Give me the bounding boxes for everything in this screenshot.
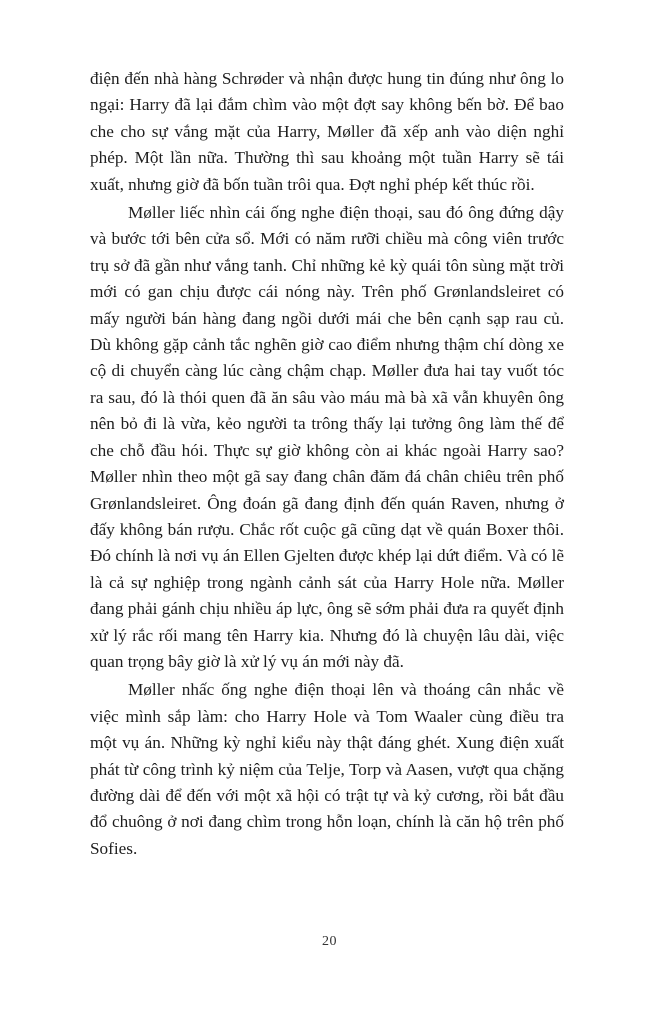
page-number: 20 (322, 934, 337, 949)
paragraph: Møller liếc nhìn cái ống nghe điện thoại, sau đó ông đứng dậy và bước tới bên cửa sổ. Mới có năm rưỡi chiều mà công viên trước trụ sở đã gần như vắng tanh. Chỉ những kẻ kỳ quái tôn sùng mặt trời mới có gan chịu được cái nóng này. Trên phố Grønlandsleiret có mấy người bán hàng đang ngồi dưới mái che bên cạnh sạp rau củ. Dù không gặp cảnh tắc nghẽn giờ cao điểm nhưng thậm chí dòng xe cộ di chuyển càng lúc càng chậm chạp. Møller đưa hai tay vuốt tóc ra sau, đó là thói quen đã ăn sâu vào máu mà bà xã vẫn khuyên ông nên bỏ đi là vừa, kẻo người ta trông thấy lại tưởng ông làm thế để che chỗ đầu hói. Thực sự giờ không còn ai khác ngoài Harry sao? Møller nhìn theo một gã say đang chân đăm đá chân chiêu trên phố Grønlandsleiret. Ông đoán gã đang định đến quán Raven, nhưng ở đấy không bán rượu. Chắc rốt cuộc gã cũng dạt về quán Boxer thôi. Đó chính là nơi vụ án Ellen Gjelten được khép lại dứt điểm. Và có lẽ là cả sự nghiệp trong ngành cảnh sát của Harry Hole nữa. Møller đang phải gánh chịu nhiều áp lực, ông sẽ sớm phải đưa ra quyết định xử lý rắc rối mang tên Harry kia. Nhưng đó là chuyện lâu dài, việc quan trọng bây giờ là xử lý vụ án mới này đã. (90, 203, 564, 671)
paragraph-continued: điện đến nhà hàng Schrøder và nhận được hung tin đúng như ông lo ngại: Harry đã lại đắm chìm vào một đợt say không bến bờ. Để bao che cho sự vắng mặt của Harry, Møller đã xếp anh vào diện nghỉ phép. Một lần nữa. Thường thì sau khoảng một tuần Harry sẽ tái xuất, nhưng giờ đã bốn tuần trôi qua. Đợt nghỉ phép kết thúc rồi. (90, 69, 564, 194)
paragraph: Møller nhấc ống nghe điện thoại lên và thoáng cân nhắc về việc mình sắp làm: cho Harry Hole và Tom Waaler cùng điều tra một vụ án. Những kỳ nghỉ kiểu này thật đáng ghét. Xung điện xuất phát từ công trình kỷ niệm của Telje, Torp và Aasen, vượt qua chặng đường dài để đến với một xã hội có trật tự và kỷ cương, rồi bắt đầu đổ chuông ở nơi đang chìm trong hỗn loạn, chính là căn hộ trên phố Sofies. (90, 680, 564, 858)
body-text (90, 66, 564, 862)
